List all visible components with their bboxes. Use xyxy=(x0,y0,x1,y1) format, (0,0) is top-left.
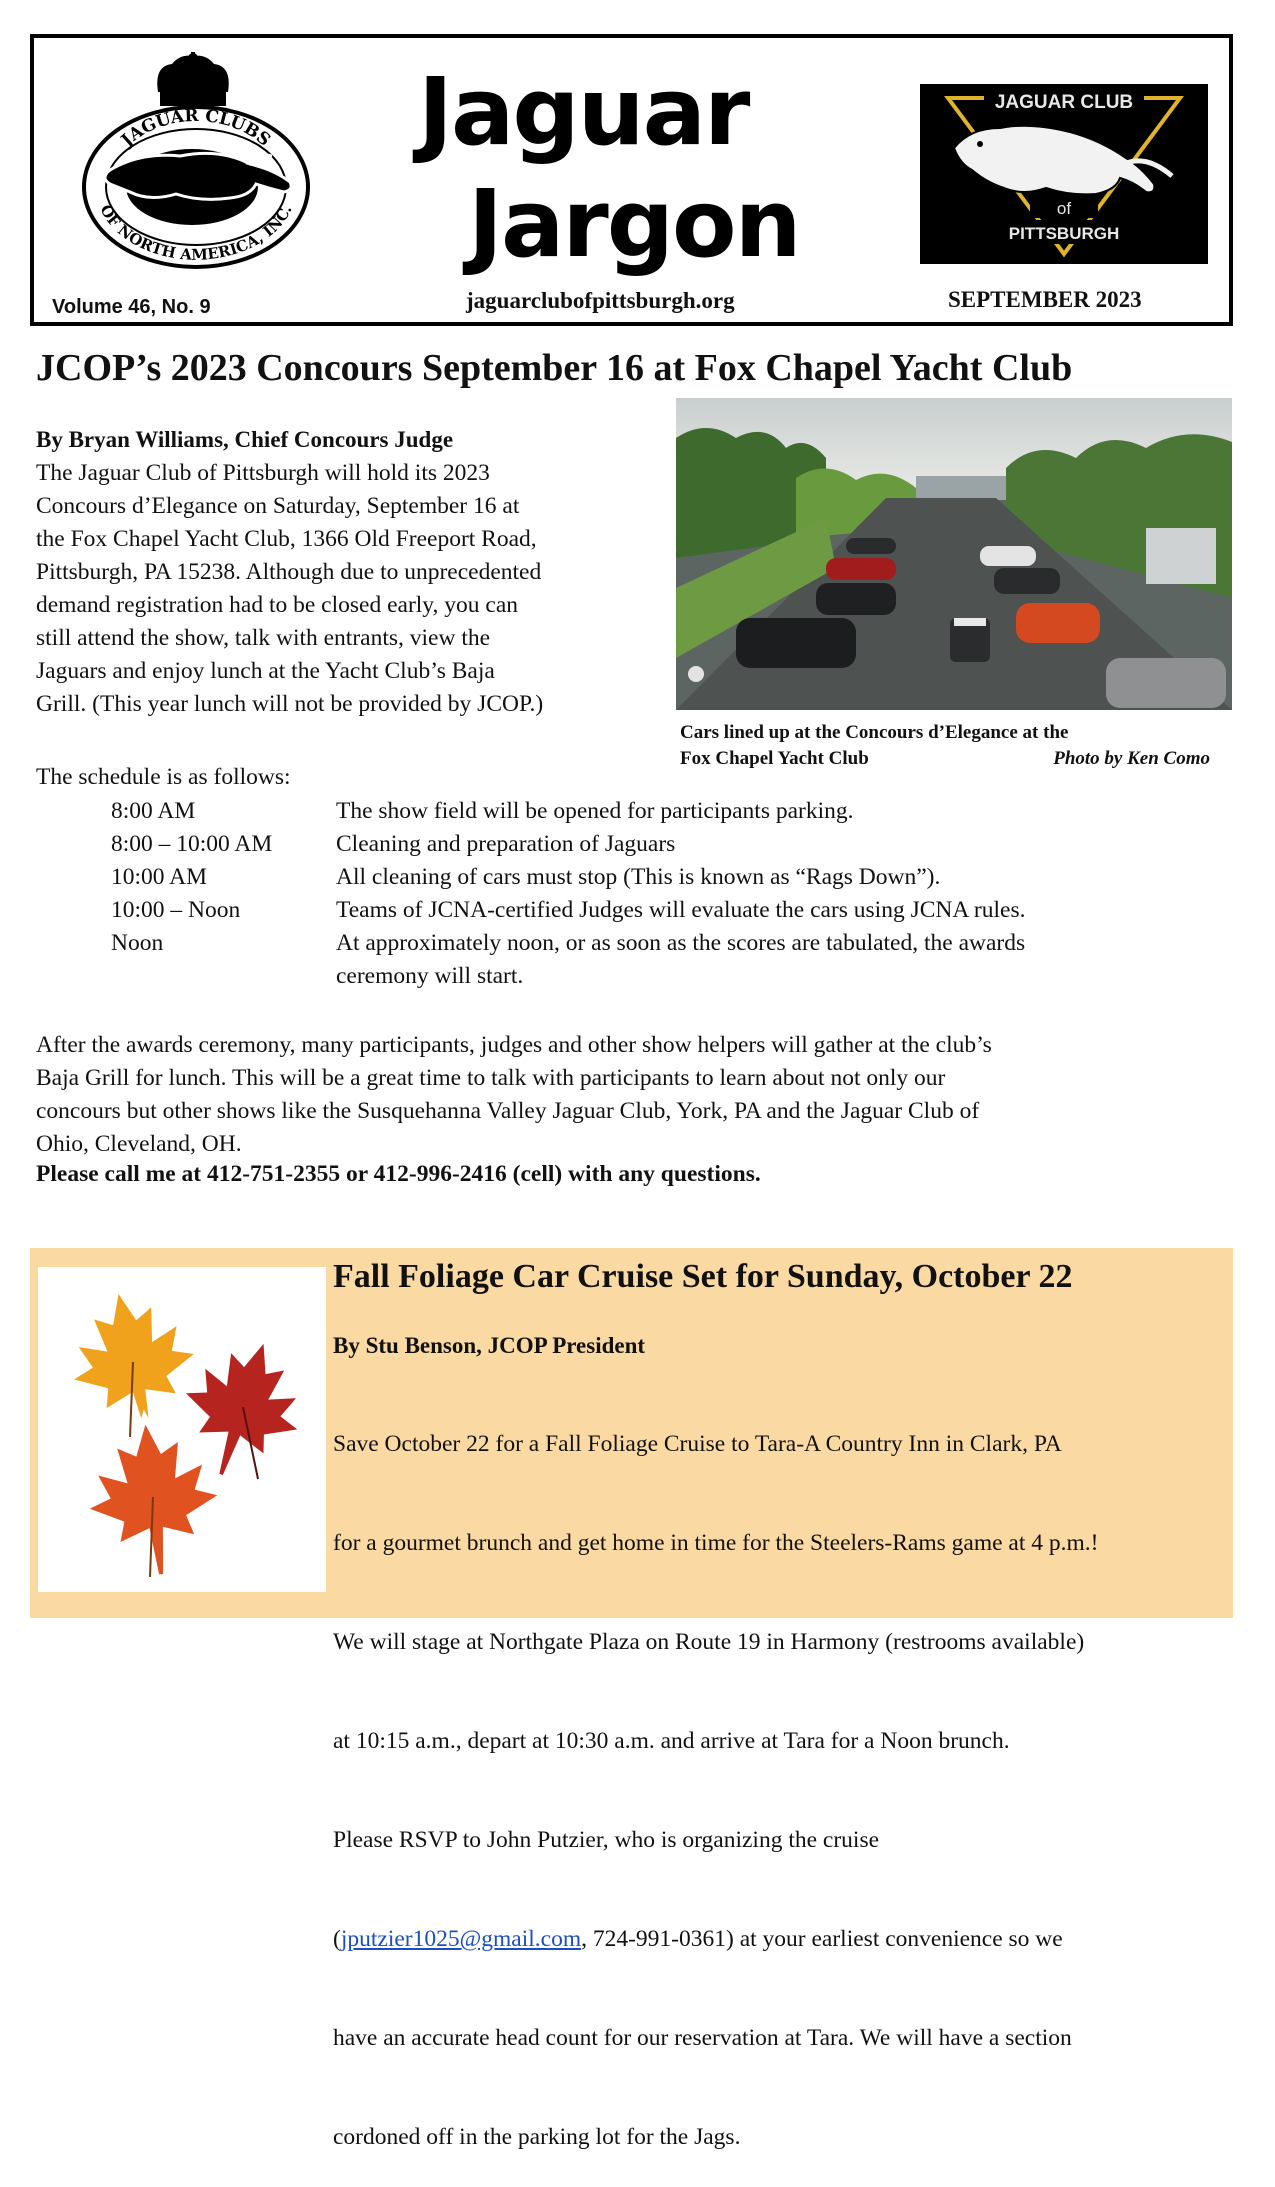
parked-cars-photo-icon xyxy=(676,398,1232,710)
jcop-logo xyxy=(920,84,1208,264)
rsvp-rest: , 724-991-0361) at your earliest convenience so we xyxy=(581,1926,1063,1952)
foliage-byline: By Stu Benson, JCOP President xyxy=(333,1333,646,1358)
intro-paragraph xyxy=(36,457,676,721)
intro-line: demand registration had to be closed early, you can xyxy=(36,592,519,618)
svg-text:OF NORTH AMERICA, INC. xyxy=(96,202,295,264)
foliage-line: We will stage at Northgate Plaza on Route 19 in Harmony (restrooms available) xyxy=(333,1629,1085,1655)
foliage-headline: Fall Foliage Car Cruise Set for Sunday, October 22 xyxy=(333,1258,1073,1295)
foliage-rsvp-line xyxy=(333,1923,1233,1956)
schedule-label: The schedule is as follows: xyxy=(36,764,291,790)
jcop-logo-line2: of xyxy=(1056,199,1072,218)
rsvp-open-paren: ( xyxy=(333,1926,341,1952)
intro-line: Jaguars and enjoy lunch at the Yacht Club’s Baja xyxy=(36,658,495,684)
schedule-desc: At approximately noon, or as soon as the scores are tabulated, the awards xyxy=(336,930,1026,956)
foliage-line: for a gourmet brunch and get home in time for the Steelers-Rams game at 4 p.m.! xyxy=(333,1530,1099,1556)
maple-leaves-icon xyxy=(38,1267,326,1592)
intro-line: The Jaguar Club of Pittsburgh will hold its 2023 xyxy=(36,460,490,486)
after-line: concours but other shows like the Susquehanna Valley Jaguar Club, York, PA and the Jaguar Club of xyxy=(36,1098,980,1124)
foliage-line: cordoned off in the parking lot for the Jags. xyxy=(333,2124,741,2150)
svg-text:JAGUAR CLUBS xyxy=(116,106,274,152)
maple-leaves-image xyxy=(38,1267,326,1592)
intro-line: the Fox Chapel Yacht Club, 1366 Old Freeport Road, xyxy=(36,526,537,552)
article-byline: By Bryan Williams, Chief Concours Judge xyxy=(36,427,454,452)
jcna-seal-text xyxy=(80,52,312,272)
foliage-line: have an accurate head count for our reservation at Tara. We will have a section xyxy=(333,2025,1072,2051)
foliage-line: at 10:15 a.m., depart at 10:30 a.m. and arrive at Tara for a Noon brunch. xyxy=(333,1728,1010,1754)
schedule-time: 10:00 – Noon xyxy=(111,897,241,923)
jcna-text-bottom: OF NORTH AMERICA, INC. xyxy=(96,201,296,264)
after-line: Ohio, Cleveland, OH. xyxy=(36,1131,242,1157)
website-url[interactable]: jaguarclubofpittsburgh.org xyxy=(466,288,735,313)
foliage-line: Save October 22 for a Fall Foliage Cruise to Tara-A Country Inn in Clark, PA xyxy=(333,1431,1062,1457)
article-headline: JCOP’s 2023 Concours September 16 at Fox Chapel Yacht Club xyxy=(36,347,1073,389)
foliage-paragraph xyxy=(333,1362,1233,2187)
schedule-desc: Teams of JCNA-certified Judges will evaluate the cars using JCNA rules. xyxy=(336,897,1026,923)
schedule-desc: ceremony will start. xyxy=(336,963,524,989)
jcop-logo-line1: JAGUAR CLUB xyxy=(994,92,1134,113)
after-awards-paragraph xyxy=(36,1029,1236,1161)
intro-line: Grill. (This year lunch will not be provided by JCOP.) xyxy=(36,691,544,717)
intro-line: Concours d’Elegance on Saturday, September 16 at xyxy=(36,493,520,519)
photo-caption-line2: Fox Chapel Yacht Club xyxy=(680,748,869,769)
jcop-logo-line3: PITTSBURGH xyxy=(1008,224,1120,243)
email-link[interactable]: jputzier1025@gmail.com xyxy=(340,1926,582,1952)
photo-caption xyxy=(680,720,1210,772)
contact-phone-line: Please call me at 412-751-2355 or 412-996-2416 (cell) with any questions. xyxy=(36,1161,761,1187)
after-line: After the awards ceremony, many participants, judges and other show helpers will gather at the club’s xyxy=(36,1032,992,1058)
jcna-text-top: JAGUAR CLUBS xyxy=(117,105,275,151)
schedule-desc: All cleaning of cars must stop (This is known as “Rags Down”). xyxy=(336,864,941,890)
newsletter-title-line1: Jaguar xyxy=(418,58,749,167)
schedule-time: 8:00 AM xyxy=(111,798,196,824)
volume-number: Volume 46, No. 9 xyxy=(52,296,211,318)
after-line: Baja Grill for lunch. This will be a great time to talk with participants to learn about not only our xyxy=(36,1065,946,1091)
schedule-desc: The show field will be opened for participants parking. xyxy=(336,798,854,824)
schedule-time: Noon xyxy=(111,930,164,956)
photo-credit: Photo by Ken Como xyxy=(1053,748,1210,769)
intro-line: Pittsburgh, PA 15238. Although due to unprecedented xyxy=(36,559,542,585)
schedule-time: 10:00 AM xyxy=(111,864,207,890)
photo-caption-line1: Cars lined up at the Concours d’Elegance at the xyxy=(680,722,1069,743)
newsletter-title-line2: Jargon xyxy=(468,170,800,279)
leaping-jaguar-icon xyxy=(920,84,1208,264)
concours-photo xyxy=(676,398,1232,710)
schedule-desc: Cleaning and preparation of Jaguars xyxy=(336,831,676,857)
foliage-line: Please RSVP to John Putzier, who is organizing the cruise xyxy=(333,1827,880,1853)
intro-line: still attend the show, talk with entrants, view the xyxy=(36,625,491,651)
issue-date: SEPTEMBER 2023 xyxy=(948,287,1142,312)
schedule-time: 8:00 – 10:00 AM xyxy=(111,831,273,857)
